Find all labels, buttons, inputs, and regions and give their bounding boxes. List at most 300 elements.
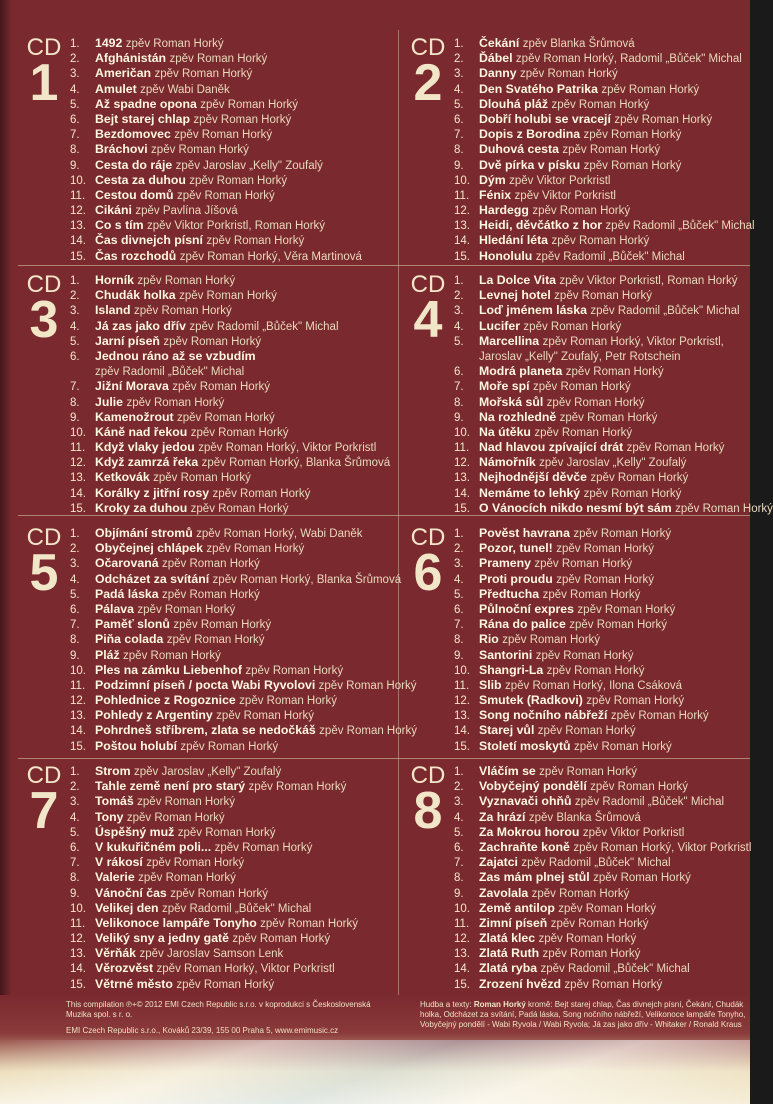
track-row bbox=[70, 188, 394, 203]
track-performer: zpěv Roman Horký bbox=[133, 305, 232, 318]
track-row bbox=[454, 303, 750, 318]
track-performer: zpěv Blanka Šrůmová bbox=[528, 811, 641, 824]
track-performer: zpěv Viktor Porkristl bbox=[514, 189, 616, 202]
track-row bbox=[70, 36, 394, 51]
track-performer: zpěv Roman Horký bbox=[538, 933, 637, 946]
track-row bbox=[454, 693, 750, 708]
track-number: 6. bbox=[454, 603, 464, 616]
cd-panel-1 bbox=[14, 36, 394, 266]
track-performer: zpěv Roman Horký bbox=[559, 411, 658, 424]
track-performer: zpěv Radomil „Bůček" Michal bbox=[574, 796, 725, 809]
track-performer: zpěv Roman Horký bbox=[539, 766, 637, 778]
cd-number: 8 bbox=[413, 782, 443, 840]
track-title: Dlouhá pláž bbox=[479, 96, 549, 111]
track-performer: zpěv Roman Horký bbox=[569, 619, 668, 632]
track-performer: zpěv Roman Horký bbox=[166, 634, 265, 647]
track-performer: zpěv Roman Horký bbox=[138, 872, 236, 885]
track-title: Za hrází bbox=[479, 809, 526, 824]
track-performer: zpěv Roman Horký bbox=[137, 796, 235, 809]
track-performer: zpěv Roman Horký, Wabi Daněk bbox=[196, 528, 363, 540]
tracklist bbox=[454, 36, 755, 264]
track-number: 5. bbox=[70, 588, 80, 601]
track-row bbox=[454, 82, 750, 97]
track-performer: zpěv Roman Horký bbox=[535, 649, 634, 662]
track-row bbox=[70, 677, 417, 693]
track-row bbox=[454, 572, 750, 587]
track-number: 7. bbox=[70, 857, 80, 870]
track-number: 13. bbox=[70, 948, 86, 961]
track-number: 13. bbox=[454, 220, 470, 233]
track-title: Santorini bbox=[479, 647, 533, 662]
cd-label-text: CD bbox=[26, 762, 62, 789]
track-row bbox=[70, 693, 394, 708]
track-number: 1. bbox=[454, 275, 464, 287]
track-title: Rána do palice bbox=[479, 617, 566, 632]
track-row bbox=[454, 425, 750, 440]
track-title: Američan bbox=[95, 66, 152, 81]
track-performer: zpěv Roman Horký bbox=[146, 857, 245, 870]
track-row bbox=[454, 794, 750, 809]
track-title: Cesta do ráje bbox=[95, 157, 173, 172]
track-performer: zpěv Roman Horký bbox=[558, 902, 657, 915]
track-performer: zpěv Roman Horký bbox=[520, 68, 618, 81]
track-row bbox=[454, 127, 750, 142]
track-title: Bejt starej chlap bbox=[95, 111, 190, 126]
track-title: Ketkovák bbox=[95, 470, 150, 485]
track-title: Zlatá klec bbox=[479, 931, 536, 946]
credits-line-2: holka, Odcházet za svítání, Padá láska, Song nočního nábřeží, Velikonoce lampáře Tonyho, bbox=[420, 1010, 746, 1019]
track-row bbox=[454, 158, 750, 173]
track-title: Honolulu bbox=[479, 248, 533, 263]
track-title: Zajatci bbox=[479, 855, 518, 870]
track-title: Dvě pírka v písku bbox=[479, 157, 581, 172]
track-row bbox=[454, 901, 750, 916]
track-number: 7. bbox=[70, 381, 80, 394]
track-performer: zpěv Roman Horký bbox=[162, 558, 260, 571]
track-number: 15. bbox=[70, 250, 86, 263]
track-performer: zpěv Roman Horký bbox=[318, 679, 417, 692]
track-title: Loď jménem láska bbox=[479, 303, 587, 318]
track-row bbox=[70, 708, 394, 723]
track-title: Zachraňte koně bbox=[479, 839, 570, 854]
track-number: 3. bbox=[70, 558, 80, 571]
track-row bbox=[70, 617, 394, 632]
track-performer: zpěv Jaroslav „Kelly" Zoufalý bbox=[133, 766, 282, 778]
cd-label bbox=[406, 524, 450, 602]
cd-label-text: CD bbox=[26, 34, 62, 61]
track-performer: zpěv Roman Horký bbox=[216, 710, 314, 723]
track-number: 6. bbox=[70, 113, 80, 126]
track-number: 6. bbox=[454, 366, 464, 379]
track-row bbox=[70, 349, 394, 364]
track-title: Pálava bbox=[95, 601, 134, 616]
track-row bbox=[454, 410, 750, 425]
track-title: Námořník bbox=[479, 455, 536, 470]
track-title: Afghánistán bbox=[95, 51, 167, 66]
track-row bbox=[454, 916, 750, 931]
track-number: 15. bbox=[70, 740, 86, 753]
track-performer: zpěv Roman Horký, Blanka Šrůmová bbox=[212, 573, 402, 586]
track-performer: zpěv Roman Horký bbox=[245, 664, 344, 677]
track-title: O Vánocích nikdo nesmí být sám bbox=[479, 500, 672, 515]
track-number: 2. bbox=[454, 543, 464, 556]
track-title: Proti proudu bbox=[479, 571, 553, 586]
track-title: Tomáš bbox=[95, 794, 134, 809]
track-number: 6. bbox=[454, 841, 464, 854]
track-number: 13. bbox=[70, 220, 86, 233]
track-title: Smutek (Radkovi) bbox=[479, 693, 583, 708]
track-title: Pohrdneš stříbrem, zlata se nedočkáš bbox=[95, 723, 316, 738]
track-title: Čekání bbox=[479, 36, 520, 50]
track-title: La Dolce Vita bbox=[479, 273, 556, 287]
credits-line-1 bbox=[420, 1000, 750, 1010]
track-row bbox=[70, 602, 394, 617]
track-title: Island bbox=[95, 303, 131, 318]
track-performer: zpěv Roman Horký bbox=[537, 725, 636, 738]
track-number: 14. bbox=[70, 963, 86, 976]
cd-label bbox=[406, 271, 450, 349]
track-title: Ďábel bbox=[479, 51, 513, 66]
cd-label-text: CD bbox=[410, 524, 446, 551]
track-title: Danny bbox=[479, 66, 517, 81]
track-title: Vobyčejný pondělí bbox=[479, 779, 587, 794]
track-number: 10. bbox=[70, 426, 86, 439]
track-title: Nad hlavou zpívající drát bbox=[479, 440, 624, 455]
track-number: 2. bbox=[70, 543, 80, 556]
cd-label bbox=[406, 762, 450, 840]
tracklist bbox=[70, 764, 394, 992]
track-row bbox=[70, 501, 394, 516]
track-performer: zpěv Roman Horký bbox=[177, 826, 276, 839]
track-title: Odcházet za svítání bbox=[95, 571, 210, 586]
track-row bbox=[454, 364, 750, 379]
track-number: 9. bbox=[70, 411, 80, 424]
track-title: Starej vůl bbox=[479, 723, 535, 738]
track-title: Jižní Morava bbox=[95, 379, 169, 394]
track-number: 4. bbox=[454, 573, 464, 586]
track-number: 10. bbox=[454, 664, 470, 677]
track-title: Pohledy z Argentiny bbox=[95, 708, 213, 723]
track-performer: zpěv Roman Horký bbox=[601, 83, 700, 96]
track-title: Očarovaná bbox=[95, 556, 159, 571]
track-number: 6. bbox=[70, 841, 80, 854]
track-title: Když zamrzá řeka bbox=[95, 455, 199, 470]
track-number: 1. bbox=[454, 766, 464, 778]
track-row bbox=[454, 855, 750, 870]
track-number: 5. bbox=[454, 335, 464, 348]
track-number: 12. bbox=[454, 205, 470, 218]
track-title: Pohlednice z Rogoznice bbox=[95, 693, 236, 708]
track-row bbox=[454, 249, 750, 264]
track-performer: zpěv Roman Horký bbox=[614, 113, 713, 126]
track-number: 15. bbox=[454, 740, 470, 753]
track-performer: zpěv Roman Horký bbox=[675, 502, 773, 515]
track-number: 11. bbox=[70, 189, 86, 202]
track-performer: zpěv Roman Horký, Blanka Šrůmová bbox=[201, 457, 391, 470]
track-title: Za Mokrou horou bbox=[479, 824, 580, 839]
track-row bbox=[70, 855, 394, 870]
track-number: 3. bbox=[454, 796, 464, 809]
track-number: 2. bbox=[454, 781, 464, 794]
cd-label-text: CD bbox=[26, 524, 62, 551]
track-performer: zpěv Roman Horký bbox=[126, 396, 225, 409]
track-number: 5. bbox=[454, 98, 464, 111]
track-performer: zpěv Roman Horký bbox=[583, 129, 682, 142]
track-row bbox=[70, 273, 394, 288]
track-number: 10. bbox=[70, 902, 86, 915]
copyright-line: This compilation ℗+© 2012 EMI Czech Republic s.r.o. v koprodukci s Československá Muzika spol. s r. o. bbox=[66, 1000, 371, 1019]
track-performer: zpěv Roman Horký bbox=[206, 543, 305, 556]
track-number: 8. bbox=[70, 144, 80, 157]
track-performer: zpěv Roman Horký bbox=[583, 159, 682, 172]
track-number: 11. bbox=[70, 917, 86, 930]
track-number: 14. bbox=[454, 725, 470, 738]
cd-number: 1 bbox=[29, 54, 59, 112]
track-performer: zpěv Roman Horký bbox=[551, 98, 650, 111]
cd-label-text: CD bbox=[410, 762, 446, 789]
track-row bbox=[70, 541, 394, 556]
track-row bbox=[454, 632, 750, 647]
track-performer: zpěv Roman Horký, Viktor Porkristl bbox=[198, 442, 377, 455]
track-number: 1. bbox=[70, 766, 80, 778]
track-performer: zpěv Radomil „Bůček" Michal bbox=[540, 963, 690, 976]
track-performer: zpěv Roman Horký bbox=[551, 235, 650, 248]
track-performer: zpěv Radomil „Bůček" Michal bbox=[162, 902, 312, 915]
track-title: Modrá planeta bbox=[479, 364, 563, 379]
track-number: 11. bbox=[454, 917, 470, 930]
track-title: Věrňák bbox=[95, 946, 137, 961]
track-title: Století moskytů bbox=[479, 738, 571, 753]
footer-credits-right bbox=[420, 1000, 750, 1030]
tracklist bbox=[454, 273, 773, 516]
track-title: Vláčím se bbox=[479, 764, 536, 778]
cd-label-text: CD bbox=[26, 271, 62, 298]
track-performer: zpěv Roman Horký bbox=[523, 320, 622, 333]
case-edge-shadow bbox=[0, 0, 12, 1104]
track-title: Ples na zámku Liebenhof bbox=[95, 662, 242, 677]
publisher-address: EMI Czech Republic s.r.o., Kováků 23/39, 155 00 Praha 5, www.emimusic.cz bbox=[66, 1026, 339, 1035]
track-row bbox=[454, 395, 750, 410]
track-row bbox=[454, 870, 750, 885]
track-row bbox=[70, 916, 394, 931]
track-number: 13. bbox=[454, 710, 470, 723]
track-title: Shangri-La bbox=[479, 662, 544, 677]
track-row bbox=[454, 51, 750, 66]
track-row bbox=[454, 349, 750, 364]
track-number: 14. bbox=[454, 487, 470, 500]
track-row bbox=[454, 142, 750, 157]
track-title: Cikáni bbox=[95, 203, 132, 218]
track-performer: zpěv Roman Horký bbox=[189, 174, 288, 187]
track-row bbox=[70, 82, 394, 97]
track-row bbox=[454, 218, 755, 233]
track-row bbox=[454, 112, 750, 127]
track-performer: zpěv Roman Horký bbox=[123, 649, 221, 662]
track-row bbox=[70, 961, 394, 976]
track-title: Veliký sny a jedny gatě bbox=[95, 931, 229, 946]
track-number: 7. bbox=[454, 381, 464, 394]
track-number: 11. bbox=[70, 442, 86, 455]
track-number: 8. bbox=[454, 144, 464, 157]
track-performer: zpěv Roman Horký bbox=[151, 144, 249, 157]
track-performer: zpěv Roman Horký bbox=[556, 573, 654, 586]
track-row bbox=[454, 319, 750, 334]
track-number: 10. bbox=[454, 902, 470, 915]
cd-number: 3 bbox=[29, 291, 59, 349]
track-row bbox=[70, 556, 394, 571]
track-row bbox=[454, 779, 750, 794]
track-performer: zpěv Blanka Šrůmová bbox=[522, 38, 635, 50]
track-title: Den Svatého Patrika bbox=[479, 81, 598, 96]
track-number: 12. bbox=[70, 457, 86, 470]
track-performer: zpěv Radomil „Bůček" Michal bbox=[189, 320, 339, 333]
track-title: Země antilop bbox=[479, 900, 555, 915]
track-row bbox=[70, 587, 394, 602]
track-title: Zas mám plnej stůl bbox=[479, 870, 590, 885]
track-title: Amulet bbox=[95, 81, 137, 96]
track-number: 13. bbox=[454, 472, 470, 485]
track-title: Levnej hotel bbox=[479, 288, 551, 303]
track-number: 6. bbox=[454, 113, 464, 126]
track-title: Já zas jako dřív bbox=[95, 318, 186, 333]
track-number: 10. bbox=[454, 174, 470, 187]
track-number: 8. bbox=[454, 634, 464, 647]
cd-panel-5 bbox=[14, 524, 417, 758]
track-title: Půlnoční expres bbox=[479, 601, 574, 616]
track-number: 5. bbox=[454, 826, 464, 839]
track-title: Vánoční čas bbox=[95, 885, 167, 900]
track-performer: zpěv Roman Horký bbox=[176, 978, 275, 991]
tracklist bbox=[70, 36, 394, 264]
track-performer: zpěv Roman Horký bbox=[200, 98, 299, 111]
track-performer: zpěv Roman Horký bbox=[542, 948, 641, 961]
cd-label-text: CD bbox=[410, 271, 446, 298]
track-number: 14. bbox=[454, 235, 470, 248]
track-performer: zpěv Roman Horký, Viktor Porkristl bbox=[573, 841, 752, 854]
track-row bbox=[70, 142, 394, 157]
track-title: Tony bbox=[95, 809, 124, 824]
track-number: 10. bbox=[70, 664, 86, 677]
tracklist bbox=[454, 764, 750, 992]
track-performer: zpěv Roman Horký bbox=[193, 113, 292, 126]
track-title: Julie bbox=[95, 394, 124, 409]
track-number: 14. bbox=[70, 235, 86, 248]
track-row bbox=[70, 470, 394, 485]
cd-panel-6 bbox=[398, 526, 750, 758]
track-number: 12. bbox=[70, 205, 86, 218]
cd-panel-4 bbox=[398, 271, 773, 515]
track-title: Moře spí bbox=[479, 379, 530, 394]
track-row bbox=[70, 410, 394, 425]
track-performer: zpěv Roman Horký bbox=[248, 781, 347, 794]
track-row bbox=[454, 334, 750, 349]
track-row bbox=[454, 602, 750, 617]
track-performer: zpěv Roman Horký bbox=[190, 426, 289, 439]
track-row bbox=[70, 303, 394, 318]
track-number: 12. bbox=[454, 695, 470, 708]
track-number: 11. bbox=[70, 679, 86, 692]
track-title: Podzimní píseň / pocta Wabi Ryvolovi bbox=[95, 677, 316, 692]
cd-label bbox=[22, 271, 66, 349]
track-row bbox=[454, 648, 750, 663]
track-performer: zpěv Roman Horký bbox=[533, 381, 631, 394]
track-row bbox=[454, 455, 750, 470]
track-number: 10. bbox=[454, 426, 470, 439]
track-row bbox=[454, 556, 750, 571]
track-title: Rio bbox=[479, 632, 499, 647]
track-number: 15. bbox=[454, 502, 470, 515]
track-number: 12. bbox=[70, 933, 86, 946]
credits-author: Roman Horký bbox=[473, 1000, 526, 1009]
track-row bbox=[70, 526, 394, 541]
track-performer: zpěv Jaroslav „Kelly" Zoufalý bbox=[539, 457, 687, 470]
footer-credits-left bbox=[66, 1000, 396, 1036]
track-number: 8. bbox=[70, 872, 80, 885]
track-title: Nemáme to lehký bbox=[479, 485, 581, 500]
track-row bbox=[70, 571, 402, 587]
track-row bbox=[70, 66, 394, 81]
track-number: 1. bbox=[70, 38, 80, 50]
track-number: 14. bbox=[70, 725, 86, 738]
track-number: 3. bbox=[70, 68, 80, 81]
track-performer: zpěv Jaroslav Samson Lenk bbox=[139, 948, 284, 961]
track-performer: zpěv Roman Horký, Viktor Porkristl, bbox=[542, 335, 724, 348]
track-title: Jednou ráno až se vzbudím bbox=[95, 348, 256, 363]
track-row bbox=[454, 961, 750, 976]
track-number: 3. bbox=[70, 305, 80, 318]
track-row bbox=[70, 455, 394, 470]
track-performer: zpěv Roman Horký, Viktor Porkristl bbox=[156, 963, 335, 976]
cd-panel-8 bbox=[398, 764, 750, 996]
track-row bbox=[70, 764, 394, 779]
track-row bbox=[454, 810, 750, 825]
track-number: 11. bbox=[454, 189, 470, 202]
track-title: Lucifer bbox=[479, 318, 520, 333]
track-row bbox=[70, 901, 394, 916]
track-row bbox=[454, 723, 750, 738]
track-performer: zpěv Radomil „Bůček" Michal bbox=[590, 305, 740, 318]
track-number: 15. bbox=[454, 250, 470, 263]
track-title: Valerie bbox=[95, 870, 135, 885]
track-row bbox=[70, 779, 394, 794]
credits-rest: kromě: Bejt starej chlap, Čas divnejch písní, Čekání, Chudák bbox=[525, 1000, 744, 1009]
track-title: Bráchovi bbox=[95, 142, 148, 157]
track-title: Padá láska bbox=[95, 586, 159, 601]
track-title: Pověst havrana bbox=[479, 526, 570, 540]
track-title: Obyčejnej chlápek bbox=[95, 541, 203, 556]
track-performer: zpěv Jaroslav „Kelly" Zoufalý bbox=[175, 159, 323, 172]
track-row bbox=[70, 218, 394, 233]
track-number: 2. bbox=[70, 781, 80, 794]
track-performer: zpěv Roman Horký bbox=[163, 335, 262, 348]
track-performer: zpěv Roman Horký bbox=[586, 695, 685, 708]
track-performer: zpěv Radomil „Bůček" Michal bbox=[95, 366, 245, 379]
track-number: 9. bbox=[70, 887, 80, 900]
track-performer: zpěv Roman Horký bbox=[172, 381, 271, 394]
track-title: Horník bbox=[95, 273, 134, 287]
track-title: Hardegg bbox=[479, 203, 529, 218]
track-title: Mořská sůl bbox=[479, 394, 544, 409]
track-performer: zpěv Roman Horký, Radomil „Bůček" Michal bbox=[515, 53, 742, 66]
track-performer: zpěv Roman Horký bbox=[162, 588, 260, 601]
track-title: Zlatá ryba bbox=[479, 961, 538, 976]
track-title: Marcellina bbox=[479, 333, 540, 348]
track-title: Kamenožrout bbox=[95, 409, 174, 424]
track-performer: Jaroslav „Kelly" Zoufalý, Petr Rotschein bbox=[479, 350, 681, 363]
track-row bbox=[454, 825, 750, 840]
track-title: Až spadne opona bbox=[95, 96, 197, 111]
track-title: Když vlaky jedou bbox=[95, 440, 195, 455]
